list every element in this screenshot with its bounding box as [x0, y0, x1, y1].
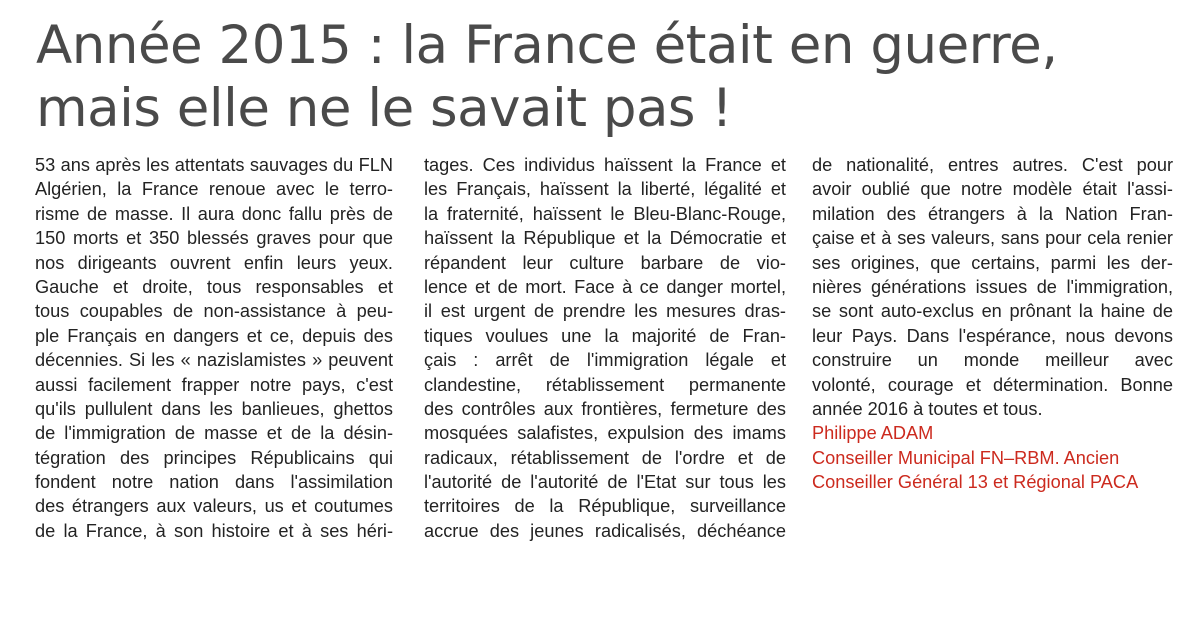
text-line: tages. Ces individus haïssent la France et — [424, 155, 786, 175]
text-line: répandent leur culture barbare de vio- — [424, 252, 786, 273]
signature-name: Philippe ADAM — [812, 423, 934, 444]
text-line: de la France, à son histoire et à ses héri- — [35, 520, 393, 541]
text-line: tous coupables de non-assistance à peu- — [35, 301, 393, 322]
text-line: tégration des principes Républicains qui — [35, 447, 393, 468]
text-line: mosquées salafistes, expulsion des imams — [424, 423, 786, 444]
text-line: qu'ils pullulent dans les banlieues, ghettos — [35, 398, 393, 419]
text-line: radicaux, rétablissement de l'ordre et de — [424, 447, 786, 468]
text-line: 53 ans après les attentats sauvages du FLN — [35, 155, 393, 175]
text-line: leur Pays. Dans l'espérance, nous devons — [812, 325, 1173, 346]
text-line: l'autorité de l'autorité de l'Etat sur tous les — [424, 472, 786, 493]
text-line: lence et de mort. Face à ce danger mortel, — [424, 276, 786, 297]
text-line: de l'immigration de masse et de la désin- — [35, 423, 393, 444]
text-line: les Français, haïssent la liberté, légalité et — [424, 179, 786, 200]
text-line: nos dirigeants ouvrent enfin leurs yeux. — [35, 252, 393, 273]
headline — [36, 14, 1176, 140]
text-line: territoires de la République, surveillance — [424, 496, 786, 517]
signature-role: Conseiller Municipal FN–RBM. Ancien — [812, 447, 1120, 468]
text-line: fondent notre nation dans l'assimilation — [35, 472, 393, 493]
text-line: construire un monde meilleur avec — [812, 350, 1173, 371]
headline-line-2: mais elle ne le savait pas ! — [36, 78, 733, 139]
text-line: des contrôles aux frontières, fermeture des — [424, 398, 786, 419]
text-line: année 2016 à toutes et tous. — [812, 398, 1043, 419]
text-line: décennies. Si les « nazislamistes » peuvent — [35, 350, 393, 371]
headline-line-1: Année 2015 : la France était en guerre, — [36, 15, 1058, 76]
text-line: çaise et à ses valeurs, sans pour cela renier — [812, 228, 1173, 249]
column-1 — [35, 153, 393, 543]
text-line: des étrangers aux valeurs, us et coutumes — [35, 496, 393, 517]
text-line: la fraternité, haïssent le Bleu-Blanc-Rouge, — [424, 203, 786, 224]
text-line: milation des étrangers à la Nation Fran- — [812, 203, 1173, 224]
column-3 — [812, 153, 1173, 494]
text-line: avoir oublié que notre modèle était l'assi- — [812, 179, 1173, 200]
text-line: Gauche et droite, tous responsables et — [35, 276, 393, 297]
text-line: ses origines, que certains, parmi les der- — [812, 252, 1173, 273]
text-line: çais : arrêt de l'immigration légale et — [424, 350, 786, 371]
text-line: il est urgent de prendre les mesures dras- — [424, 301, 786, 322]
signature-role: Conseiller Général 13 et Régional PACA — [812, 472, 1139, 493]
text-line: aussi facilement frapper notre pays, c'est — [35, 374, 393, 395]
text-line: nières générations issues de l'immigration, — [812, 276, 1173, 297]
text-line: de nationalité, entres autres. C'est pour — [812, 155, 1173, 175]
text-line: Algérien, la France renoue avec le terro- — [35, 179, 393, 200]
text-line: se sont auto-exclus en prônant la haine de — [812, 301, 1173, 322]
text-line: ple Français en dangers et ce, depuis des — [35, 325, 393, 346]
text-line: volonté, courage et détermination. Bonne — [812, 374, 1173, 395]
text-line: haïssent la République et la Démocratie et — [424, 228, 786, 249]
text-line: accrue des jeunes radicalisés, déchéance — [424, 520, 786, 541]
text-line: tiques voulues une la majorité de Fran- — [424, 325, 786, 346]
text-line: risme de masse. Il aura donc fallu près de — [35, 203, 393, 224]
text-line: clandestine, rétablissement permanente — [424, 374, 786, 395]
text-line: 150 morts et 350 blessés graves pour que — [35, 228, 393, 249]
column-2 — [424, 153, 786, 543]
